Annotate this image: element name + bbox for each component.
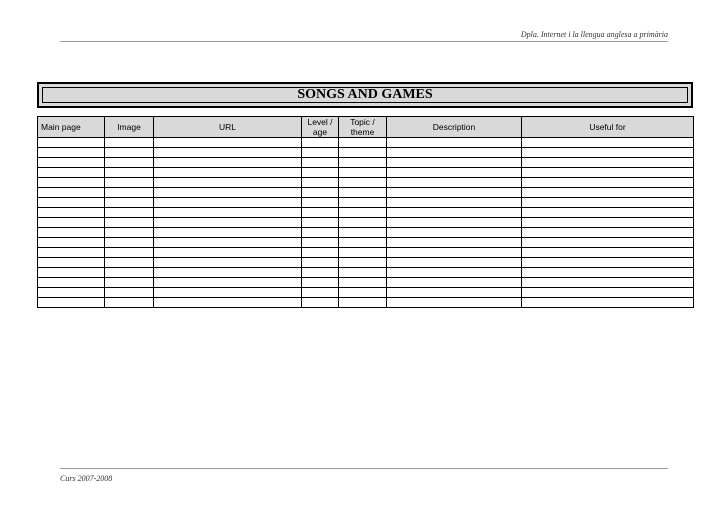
table-cell xyxy=(339,138,387,148)
col-header-level-age: Level / age xyxy=(302,117,339,138)
table-cell xyxy=(154,178,302,188)
table-cell xyxy=(105,148,154,158)
table-cell xyxy=(522,148,694,158)
col-header-main-page: Main page xyxy=(38,117,105,138)
table-cell xyxy=(105,218,154,228)
table-cell xyxy=(154,298,302,308)
table-cell xyxy=(339,248,387,258)
table-row xyxy=(38,238,694,248)
table-cell xyxy=(302,218,339,228)
table-cell xyxy=(38,168,105,178)
table-row xyxy=(38,158,694,168)
table-cell xyxy=(38,188,105,198)
table-cell xyxy=(105,238,154,248)
table-cell xyxy=(105,228,154,238)
table-cell xyxy=(154,268,302,278)
table-cell xyxy=(387,278,522,288)
table-row xyxy=(38,168,694,178)
col-header-useful-for: Useful for xyxy=(522,117,694,138)
table-cell xyxy=(38,228,105,238)
table-row xyxy=(38,208,694,218)
table-cell xyxy=(522,258,694,268)
table-cell xyxy=(522,288,694,298)
table-cell xyxy=(105,288,154,298)
table-row xyxy=(38,298,694,308)
table-cell xyxy=(105,298,154,308)
table-cell xyxy=(387,228,522,238)
table-cell xyxy=(339,298,387,308)
table-cell xyxy=(387,138,522,148)
table-cell xyxy=(302,198,339,208)
table-header-row xyxy=(38,117,694,138)
table-cell xyxy=(522,198,694,208)
table-cell xyxy=(105,188,154,198)
table-row xyxy=(38,228,694,238)
col-header-url: URL xyxy=(154,117,302,138)
table-row xyxy=(38,278,694,288)
table-cell xyxy=(105,198,154,208)
table-cell xyxy=(522,268,694,278)
resource-table xyxy=(37,116,694,308)
table-cell xyxy=(154,148,302,158)
table-cell xyxy=(302,238,339,248)
table-cell xyxy=(387,288,522,298)
table-cell xyxy=(105,158,154,168)
table-row xyxy=(38,268,694,278)
table-cell xyxy=(387,268,522,278)
table-cell xyxy=(522,158,694,168)
table-cell xyxy=(154,158,302,168)
table-row xyxy=(38,198,694,208)
table-cell xyxy=(302,248,339,258)
title-box xyxy=(37,82,693,108)
table-cell xyxy=(387,258,522,268)
table-cell xyxy=(154,278,302,288)
table-cell xyxy=(38,138,105,148)
table-cell xyxy=(38,258,105,268)
table-row xyxy=(38,148,694,158)
table-cell xyxy=(387,188,522,198)
table-cell xyxy=(105,278,154,288)
table-cell xyxy=(302,168,339,178)
table-cell xyxy=(302,288,339,298)
table-cell xyxy=(302,188,339,198)
table-row xyxy=(38,288,694,298)
table-cell xyxy=(105,178,154,188)
table-cell xyxy=(522,278,694,288)
table-cell xyxy=(339,188,387,198)
table-cell xyxy=(105,258,154,268)
table-cell xyxy=(154,138,302,148)
table-cell xyxy=(387,248,522,258)
header-rule xyxy=(60,41,668,42)
table-cell xyxy=(302,268,339,278)
table-row xyxy=(38,178,694,188)
table-cell xyxy=(302,138,339,148)
table-cell xyxy=(339,148,387,158)
table-cell xyxy=(522,208,694,218)
table-cell xyxy=(38,218,105,228)
table-cell xyxy=(522,228,694,238)
table-cell xyxy=(38,198,105,208)
table-cell xyxy=(38,238,105,248)
table-cell xyxy=(38,268,105,278)
table-cell xyxy=(339,198,387,208)
table-cell xyxy=(302,158,339,168)
table-cell xyxy=(38,158,105,168)
table-cell xyxy=(154,198,302,208)
table-cell xyxy=(154,248,302,258)
table-cell xyxy=(154,218,302,228)
table-cell xyxy=(38,248,105,258)
table-cell xyxy=(38,288,105,298)
table-body xyxy=(38,138,694,308)
table-cell xyxy=(154,208,302,218)
table-cell xyxy=(387,158,522,168)
table-cell xyxy=(387,298,522,308)
table-cell xyxy=(387,218,522,228)
table-cell xyxy=(38,278,105,288)
table-cell xyxy=(302,228,339,238)
table-cell xyxy=(302,208,339,218)
table-cell xyxy=(302,178,339,188)
table-cell xyxy=(339,168,387,178)
table-cell xyxy=(154,238,302,248)
table-cell xyxy=(154,228,302,238)
table-cell xyxy=(302,148,339,158)
table-cell xyxy=(105,138,154,148)
table-cell xyxy=(522,138,694,148)
table-cell xyxy=(387,178,522,188)
table-cell xyxy=(154,258,302,268)
page-footer: Curs 2007-2008 xyxy=(60,474,113,483)
table-row xyxy=(38,218,694,228)
table-cell xyxy=(522,298,694,308)
table-cell xyxy=(105,168,154,178)
table-cell xyxy=(154,188,302,198)
table-cell xyxy=(105,248,154,258)
table-cell xyxy=(154,288,302,298)
table-row xyxy=(38,138,694,148)
table-cell xyxy=(522,168,694,178)
table-cell xyxy=(339,268,387,278)
table-cell xyxy=(339,288,387,298)
table-cell xyxy=(522,218,694,228)
footer-rule xyxy=(60,468,668,469)
table-cell xyxy=(105,268,154,278)
table-cell xyxy=(522,188,694,198)
table-cell xyxy=(38,178,105,188)
col-header-description: Description xyxy=(387,117,522,138)
col-header-image: Image xyxy=(105,117,154,138)
table-cell xyxy=(339,258,387,268)
table-cell xyxy=(387,208,522,218)
table-cell xyxy=(339,238,387,248)
table-cell xyxy=(339,278,387,288)
page-title: SONGS AND GAMES xyxy=(42,87,688,103)
page-header: Dpla. Internet i la llengua anglesa a primària xyxy=(520,30,668,39)
table-cell xyxy=(154,168,302,178)
table-cell xyxy=(387,238,522,248)
table-cell xyxy=(38,208,105,218)
table-row xyxy=(38,188,694,198)
table-cell xyxy=(339,178,387,188)
table-cell xyxy=(105,208,154,218)
table-row xyxy=(38,258,694,268)
table-cell xyxy=(387,198,522,208)
table-cell xyxy=(38,148,105,158)
table-cell xyxy=(302,298,339,308)
table-cell xyxy=(522,248,694,258)
table-row xyxy=(38,248,694,258)
table-cell xyxy=(339,218,387,228)
table-cell xyxy=(339,208,387,218)
table-cell xyxy=(387,148,522,158)
table-cell xyxy=(522,178,694,188)
table-cell xyxy=(302,258,339,268)
table-cell xyxy=(522,238,694,248)
table-cell xyxy=(302,278,339,288)
table-cell xyxy=(339,158,387,168)
table-cell xyxy=(38,298,105,308)
table-cell xyxy=(387,168,522,178)
table-cell xyxy=(339,228,387,238)
col-header-topic-theme: Topic / theme xyxy=(339,117,387,138)
